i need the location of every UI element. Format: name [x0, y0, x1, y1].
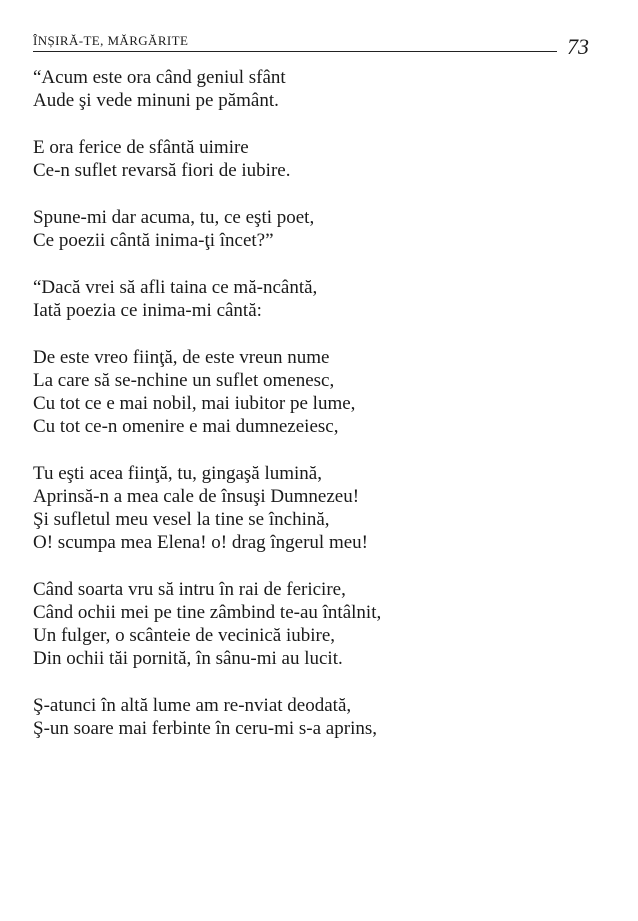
poem-line: Aprinsă-n a mea cale de însuşi Dumnezeu! [33, 486, 360, 507]
poem-line: Tu eşti acea fiinţă, tu, gingaşă lumină, [33, 463, 322, 484]
poem-line: La care să se-nchine un suflet omenesc, [33, 370, 335, 391]
poem-line: Aude şi vede minuni pe pământ. [33, 90, 279, 111]
poem-line: Iată poezia ce inima-mi cântă: [33, 300, 262, 321]
stanza [33, 66, 593, 112]
poem-line: De este vreo fiinţă, de este vreun nume [33, 347, 330, 368]
stanza [33, 206, 593, 252]
poem-line: Ce-n suflet revarsă fiori de iubire. [33, 160, 291, 181]
poem-line: Cu tot ce e mai nobil, mai iubitor pe lume, [33, 393, 356, 414]
stanza [33, 694, 593, 740]
stanza [33, 578, 593, 670]
poem-line: Ce poezii cântă inima-ţi încet?” [33, 230, 274, 251]
stanza [33, 462, 593, 554]
poem-line: Ş-atunci în altă lume am re-nviat deodată, [33, 695, 352, 716]
poem-line: Şi sufletul meu vesel la tine se închină, [33, 509, 330, 530]
poem-line: Când ochii mei pe tine zâmbind te-au întâlnit, [33, 602, 382, 623]
header-rule [33, 51, 557, 52]
poem-line: Spune-mi dar acuma, tu, ce eşti poet, [33, 207, 315, 228]
poem-body [33, 66, 593, 764]
poem-line: “Acum este ora când geniul sfânt [33, 67, 286, 88]
running-header: ÎNȘIRĂ-TE, MĂRGĂRITE [33, 33, 189, 48]
poem-line: Cu tot ce-n omenire e mai dumnezeiesc, [33, 416, 339, 437]
stanza [33, 136, 593, 182]
stanza [33, 346, 593, 438]
poem-line: Din ochii tăi pornită, în sânu-mi au lucit. [33, 648, 343, 669]
poem-line: O! scumpa mea Elena! o! drag îngerul meu! [33, 532, 369, 553]
poem-line: Ş-un soare mai ferbinte în ceru-mi s-a aprins, [33, 718, 377, 739]
stanza [33, 276, 593, 322]
poem-line: Când soarta vru să intru în rai de fericire, [33, 579, 346, 600]
poem-line: Un fulger, o scânteie de vecinică iubire, [33, 625, 336, 646]
poem-line: E ora ferice de sfântă uimire [33, 137, 249, 158]
poem-line: “Dacă vrei să afli taina ce mă-ncântă, [33, 277, 318, 298]
page-number: 73 [567, 34, 589, 59]
